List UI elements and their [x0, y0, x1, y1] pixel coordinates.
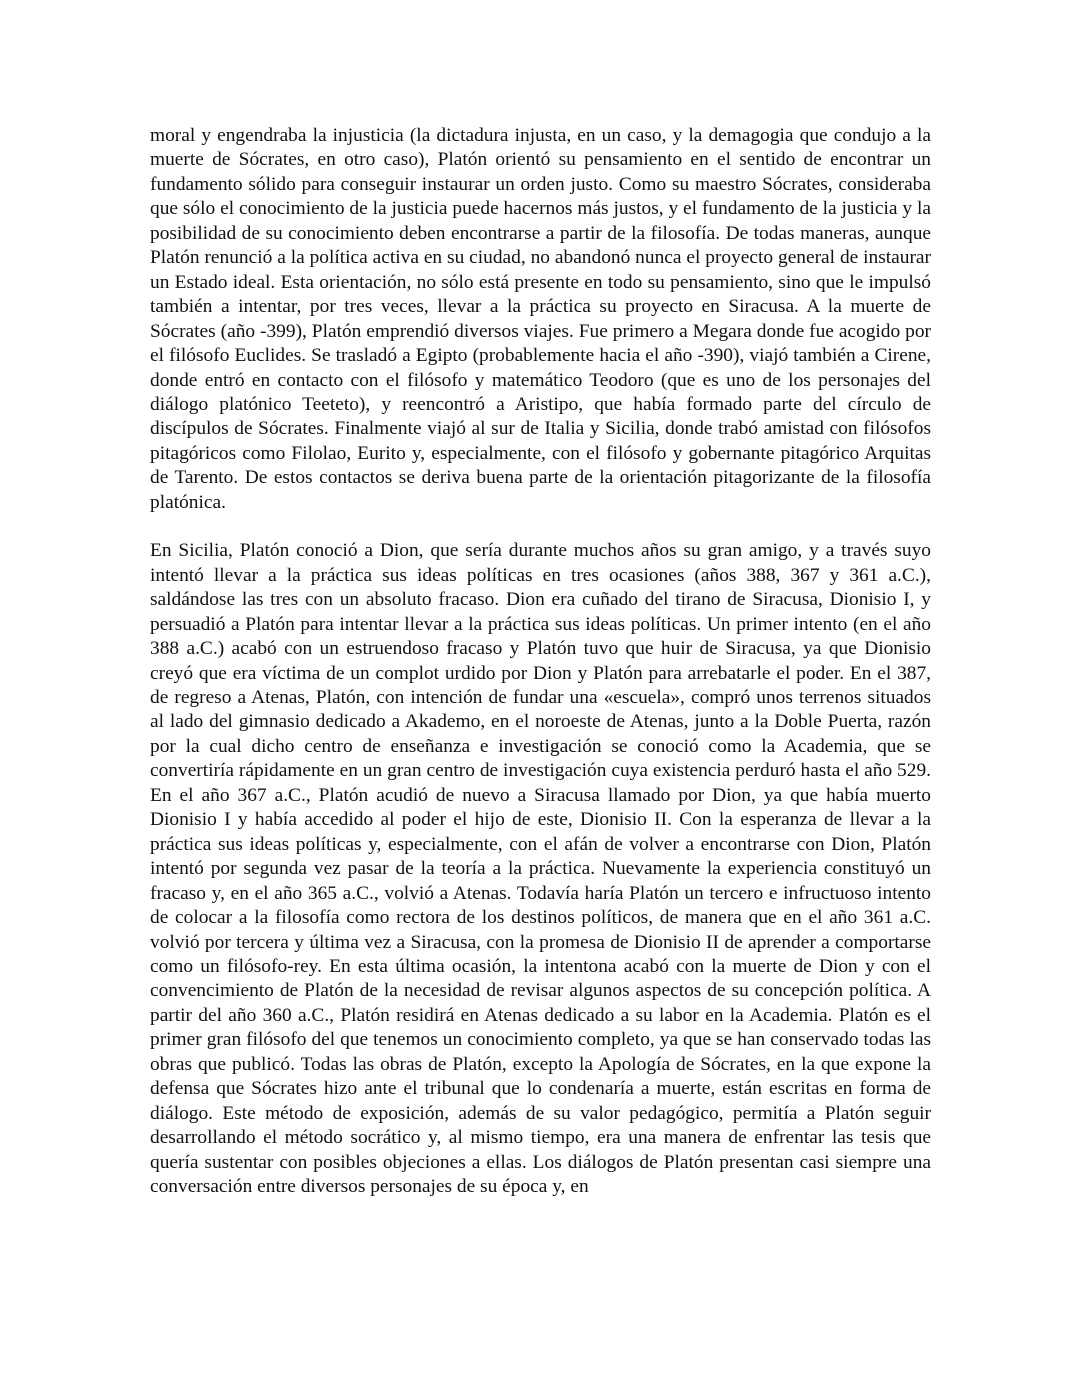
paragraph-platon-sicily: En Sicilia, Platón conoció a Dion, que sería durante muchos años su gran amigo, y a través suyo intentó llevar a la práctica sus ideas políticas en tres ocasiones (años 388, 367 y 361 a.C.), saldándose las tres con un absoluto fracaso. Dion era cuñado del tirano de Siracusa, Dionisio I, y persuadió a Platón para intentar llevar a la práctica sus ideas políticas. Un primer intento (en el año 388 a.C.) acabó con un estruendoso fracaso y Platón tuvo que huir de Siracusa, ya que Dionisio creyó que era víctima de un complot urdido por Dion y Platón para arrebatarle el poder. En el 387, de regreso a Atenas, Platón, con intención de fundar una «escuela», compró unos terrenos situados al lado del gimnasio dedicado a Akademo, en el noroeste de Atenas, junto a la Doble Puerta, razón por la cual dicho centro de enseñanza e investigación se conoció como la Academia, que se convertiría rápidamente en un gran centro de investigación cuya existencia perduró hasta el año 529. En el año 367 a.C., Platón acudió de nuevo a Siracusa llamado por Dion, ya que había muerto Dionisio I y había accedido al poder el hijo de este, Dionisio II. Con la esperanza de llevar a la práctica sus ideas políticas y, especialmente, con el afán de volver a encontrarse con Dion, Platón intentó por segunda vez pasar de la teoría a la práctica. Nuevamente la experiencia constituyó un fracaso y, en el año 365 a.C., volvió a Atenas. Todavía haría Platón un tercero e infructuoso intento de colocar a la filosofía como rectora de los destinos políticos, de manera que en el año 361 a.C. volvió por tercera y última vez a Siracusa, con la promesa de Dionisio II de aprender a comportarse como un filósofo-rey. En esta última ocasión, la intentona acabó con la muerte de Dion y con el convencimiento de Platón de la necesidad de revisar algunos aspectos de su concepción política. A partir del año 360 a.C., Platón residirá en Atenas dedicado a su labor en la Academia. Platón es el primer gran filósofo del que tenemos un conocimiento completo, ya que se han conservado todas las obras que publicó. Todas las obras de Platón, excepto la Apología de Sócrates, en la que expone la defensa que Sócrates hizo ante el tribunal que lo condenaría a muerte, están escritas en forma de diálogo. Este método de exposición, además de su valor pedagógico, permitía a Platón seguir desarrollando el método socrático y, al mismo tiempo, era una manera de enfrentar las tesis que quería sustentar con posibles objeciones a ellas. Los diálogos de Platón presentan casi siempre una conversación entre diversos personajes de su época y, en: [150, 540, 931, 1198]
document-page: [150, 124, 931, 1199]
paragraph-platon-early-life: moral y engendraba la injusticia (la dictadura injusta, en un caso, y la demagogia que condujo a la muerte de Sócrates, en otro caso), Platón orientó su pensamiento en el sentido de encontrar un fundamento sólido para conseguir instaurar un orden justo. Como su maestro Sócrates, consideraba que sólo el conocimiento de la justicia puede hacernos más justos, y el fundamento de la justicia y la posibilidad de su conocimiento deben encontrarse a partir de la filosofía. De todas maneras, aunque Platón renunció a la política activa en su ciudad, no abandonó nunca el proyecto general de instaurar un Estado ideal. Esta orientación, no sólo está presente en todo su pensamiento, sino que le impulsó también a intentar, por tres veces, llevar a la práctica su proyecto en Siracusa. A la muerte de Sócrates (año -399), Platón emprendió diversos viajes. Fue primero a Megara donde fue acogido por el filósofo Euclides. Se trasladó a Egipto (probablemente hacia el año -390), viajó también a Cirene, donde entró en contacto con el filósofo y matemático Teodoro (que es uno de los personajes del diálogo platónico Teeteto), y reencontró a Aristipo, que había formado parte del círculo de discípulos de Sócrates. Finalmente viajó al sur de Italia y Sicilia, donde trabó amistad con filósofos pitagóricos como Filolao, Eurito y, especialmente, con el filósofo y gobernante pitagórico Arquitas de Tarento. De estos contactos se deriva buena parte de la orientación pitagorizante de la filosofía platónica.: [150, 125, 931, 513]
